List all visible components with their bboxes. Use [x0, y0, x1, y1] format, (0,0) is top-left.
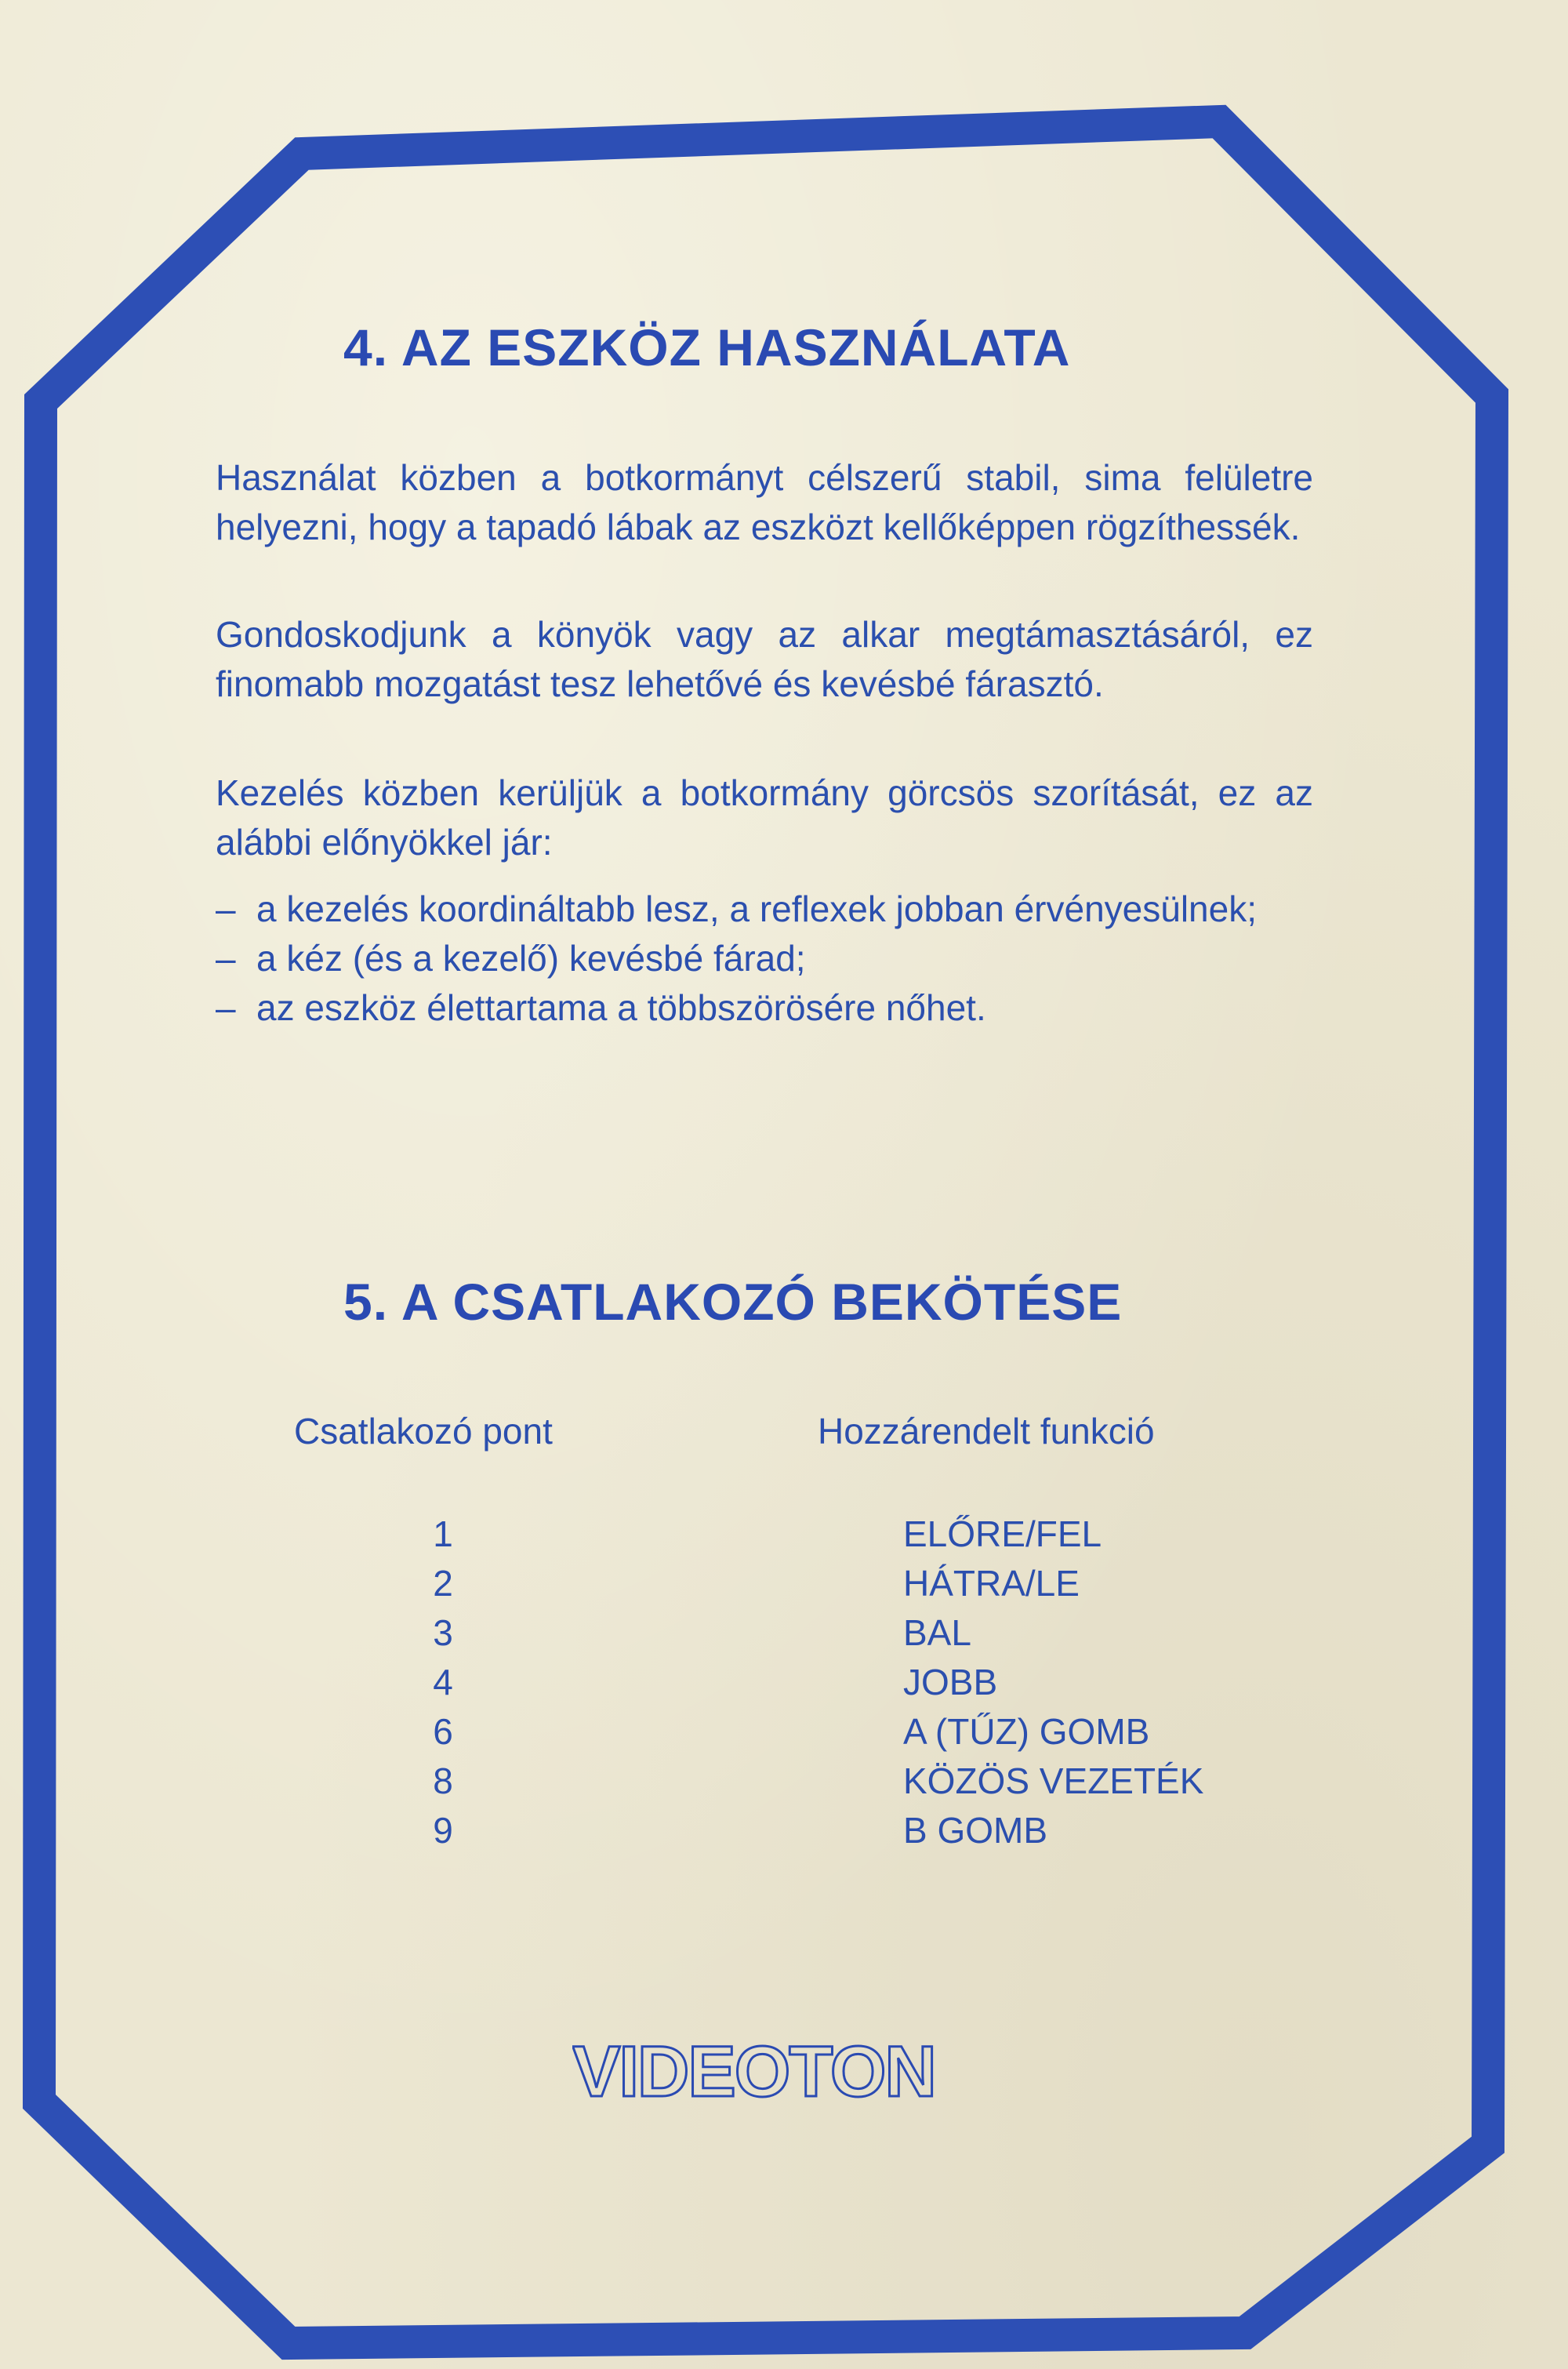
videoton-logo: [572, 2027, 980, 2113]
pin-function: ELŐRE/FEL: [903, 1513, 1102, 1554]
section-4-title: 4. AZ ESZKÖZ HASZNÁLATA: [343, 318, 1071, 376]
list-item: [216, 885, 1313, 934]
paragraph-stable-surface: Használat közben a botkormányt célszerű stabil, sima felületre helyezni, hogy a tapadó lábak az eszközt kellőképpen rögzíthessék.: [216, 457, 1313, 547]
column-header-pin: Csatlakozó pont: [294, 1411, 553, 1452]
dash-icon: –: [216, 938, 236, 979]
pin-function: HÁTRA/LE: [903, 1563, 1080, 1604]
paragraph-grip: Kezelés közben kerüljük a botkormány görcsös szorítását, ez az alábbi előnyökkel jár:: [216, 772, 1313, 863]
list-item-text: a kezelés koordináltabb lesz, a reflexek jobban érvényesülnek;: [256, 888, 1257, 929]
list-item: [216, 934, 1313, 983]
pin-function: B GOMB: [903, 1810, 1048, 1851]
pin-number: 8: [433, 1760, 453, 1801]
list-item: [216, 983, 1313, 1033]
dash-icon: –: [216, 987, 236, 1028]
paragraph-elbow-support: Gondoskodjunk a könyök vagy az alkar megtámasztásáról, ez finomabb mozgatást tesz lehetővé és kevésbé fárasztó.: [216, 614, 1313, 704]
column-header-function: Hozzárendelt funkció: [818, 1411, 1155, 1452]
list-item-text: a kéz (és a kezelő) kevésbé fárad;: [256, 938, 806, 979]
function-column: [903, 1510, 1203, 1855]
benefits-list: [216, 885, 1313, 1033]
pin-number: 9: [433, 1810, 453, 1851]
logo-outline-text: VIDEOTON: [572, 2032, 935, 2112]
section-5-title: 5. A CSATLAKOZÓ BEKÖTÉSE: [343, 1273, 1123, 1331]
pin-function: BAL: [903, 1612, 971, 1653]
pin-function: A (TŰZ) GOMB: [903, 1711, 1150, 1752]
pin-column: [423, 1510, 463, 1855]
pin-number: 1: [433, 1513, 453, 1554]
list-item-text: az eszköz élettartama a többszörösére nőhet.: [256, 987, 986, 1028]
pin-number: 3: [433, 1612, 453, 1653]
pin-number: 2: [433, 1563, 453, 1604]
pin-number: 6: [433, 1711, 453, 1752]
dash-icon: –: [216, 888, 236, 929]
pin-function: KÖZÖS VEZETÉK: [903, 1760, 1204, 1801]
pin-number: 4: [433, 1662, 453, 1702]
pin-function: JOBB: [903, 1662, 998, 1702]
